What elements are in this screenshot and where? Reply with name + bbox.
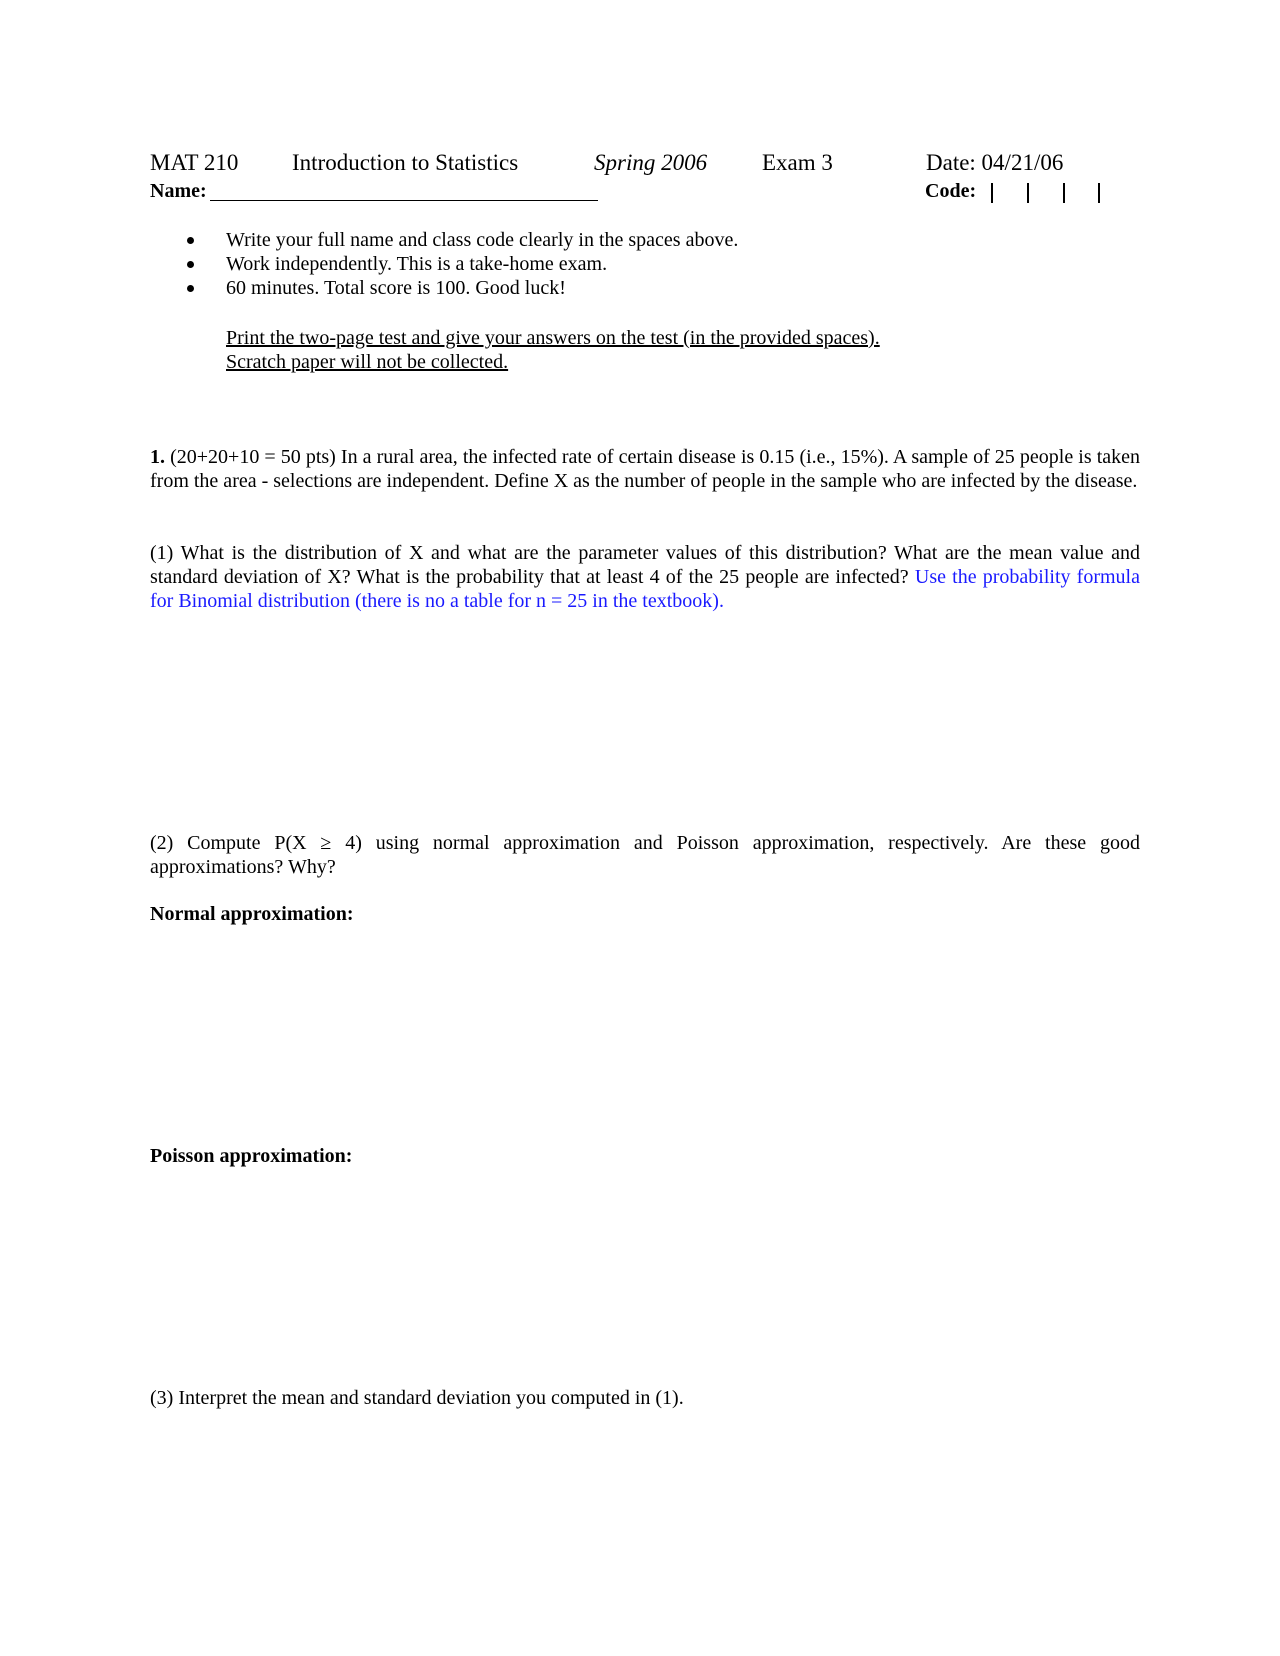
print-notice-line: Print the two-page test and give your answers on the test (in the provided spaces). [226,327,880,349]
course-code: MAT 210 [150,150,239,175]
exam-term: Spring 2006 [594,150,708,175]
code-box-divider [1098,183,1100,203]
question-1-part-3: (3) Interpret the mean and standard deviation you computed in (1). [150,1387,684,1409]
list-item: 60 minutes. Total score is 100. Good luck! [150,276,738,300]
bullet-icon [187,285,194,292]
code-label: Code: [925,180,977,202]
code-box-divider [991,183,993,203]
list-item: Work independently. This is a take-home exam. [150,252,738,276]
name-field-line[interactable] [210,200,598,201]
bullet-icon [187,237,194,244]
name-label: Name: [150,180,207,202]
instruction-list [150,228,738,300]
bullet-icon [187,261,194,268]
normal-approximation-label: Normal approximation: [150,903,354,925]
question-1-part-2: (2) Compute P(X ≥ 4) using normal approximation and Poisson approximation, respectively. Are these good approximations? Why? [150,832,1140,878]
question-1-part-1: (1) What is the distribution of X and what are the parameter values of this distribution? What are the mean value and standard deviation of X? What is the probability that at least 4 of the 25 people are infected? Use the probability formula for Binomial distribution (there is no a table for n = 25 in the textbook). [150,542,1140,612]
code-box-divider [1063,183,1065,203]
question-number: 1. [150,446,165,468]
list-item: Write your full name and class code clearly in the spaces above. [150,228,738,252]
question-1-intro: 1. (20+20+10 = 50 pts) In a rural area, the infected rate of certain disease is 0.15 (i.e., 15%). A sample of 25 people is taken from the area - selections are independent. Define X as the number of people in the sample who are infected by the disease. [150,446,1141,492]
course-title: Introduction to Statistics [292,150,519,175]
binomial-hint: Use the probability formula for Binomial distribution (there is no a table for n = 25 in the textbook). [150,566,1140,612]
print-notice [226,326,880,374]
code-box-divider [1027,183,1029,203]
exam-number: Exam 3 [762,150,833,175]
exam-date: Date: 04/21/06 [926,150,1064,175]
scratch-notice-line: Scratch paper will not be collected. [226,351,509,373]
poisson-approximation-label: Poisson approximation: [150,1145,353,1167]
